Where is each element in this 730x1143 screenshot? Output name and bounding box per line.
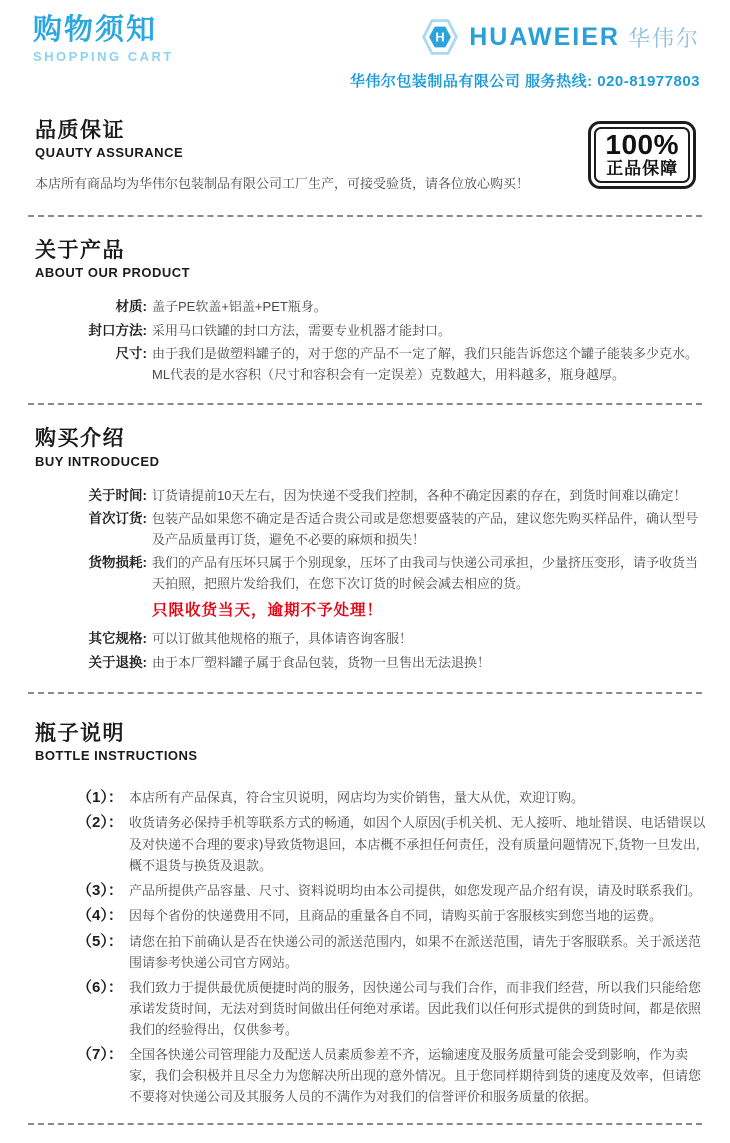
damage-deadline-warning: 只限收货当天，逾期不予处理！ [152,602,384,620]
buy-row-damage [35,552,700,626]
instruction-number: （2）： [77,814,123,832]
quality-subtitle: QUAUTY ASSURANCE [35,145,184,161]
instruction-text: 全国各快递公司管理能力及配送人员素质参差不齐，运输速度及服务质量可能会受到影响，作为卖家，我们会积极并且尽全力为您解决所出现的意外情况。且于您同样期待到货的速度及效率，但请您不要将对快递公司及其服务人员的不满作为对我们的信誉评价和服务质量的依据。 [129,1047,702,1105]
spec-text: 盖子PE软盖+铝盖+PET瓶身。 [152,299,327,315]
buy-row-time [35,485,700,507]
brand-name-cn: 华伟尔 [627,25,700,51]
instruction-text: 收货请务必保持手机等联系方式的畅通，如因个人原因(手机关机、无人接听、地址错误、电话错误以及对快递不合理的要求)导致货物退回，本店概不承担任何责任，没有质量问题情况下,货物一旦发出,概不退货与换货及退款。 [129,815,706,873]
badge-percent: 100% [605,129,679,160]
buy-text: 由于本厂塑料罐子属于食品包装，货物一旦售出无法退换！ [152,654,491,670]
quality-body: 本店所有商品均为华伟尔包装制品有限公司工厂生产，可接受验货，请各位放心购买！ [35,176,530,192]
section-buy-introduced [0,427,730,673]
brand-name: HUAWEIER [469,22,620,51]
instruction-number: （1）： [77,788,123,806]
product-title: 关于产品 [35,238,125,262]
instruction-number: （6）： [77,979,123,997]
buy-label: 货物损耗: [88,555,147,571]
bottle-title: 瓶子说明 [35,721,125,745]
instruction-item [77,787,706,809]
buy-subtitle: BUY INTRODUCED [35,453,160,469]
authenticity-badge-inner [594,127,690,183]
buy-damage-text: 我们的产品有压坏只属于个别现象，压坏了由我司与快递公司承担，少量挤压变形，请予收货当天拍照，把照片发给我们，在您下次订货的时候会减去相应的货。 [152,555,699,592]
buy-row-first-order [35,508,700,550]
buy-label: 关于时间: [88,487,147,503]
spec-row-size [35,343,700,385]
instruction-item [77,977,706,1040]
instruction-item [77,931,706,973]
instruction-item [77,880,706,902]
spec-row-material [35,296,700,318]
product-spec-list [35,296,700,385]
page-subtitle: SHOPPING CART [33,49,174,65]
instruction-item [77,1044,706,1107]
buy-info-list [35,485,700,674]
buy-row-other-specs [35,628,700,650]
instruction-text: 请您在拍下前确认是否在快递公司的派送范围内，如果不在派送范围，请先于客服联系。关于派送范围请参考快递公司官方网站。 [129,934,702,971]
section-about-product [0,239,730,385]
dashed-separator [28,1123,702,1125]
badge-label: 正品保障 [606,159,679,179]
instruction-number: （3）： [77,881,123,899]
spec-row-sealing [35,320,700,342]
spec-text: 由于我们是做塑料罐子的，对于您的产品不一定了解，我们只能告诉您这个罐子能装多少克水。ML代表的是水容积（尺寸和容积会有一定误差）克数越大，用料越多，瓶身越厚。 [152,346,699,383]
buy-title: 购买介绍 [35,427,125,451]
section-bottle-instructions [0,722,730,1108]
buy-text: 包装产品如果您不确定是否适合贵公司或是您想要盛装的产品，建议您先购买样品件，确认型号及产品质量再订货，避免不必要的麻烦和损失！ [152,511,699,548]
product-subtitle: ABOUT OUR PRODUCT [35,265,191,281]
svg-text:H: H [435,29,445,45]
quality-title: 品质保证 [35,119,125,142]
dashed-separator [28,215,702,217]
huaweier-logo-icon [420,17,460,57]
buy-row-returns [35,652,700,674]
buy-text: 订货请提前10天左右，因为快递不受我们控制，各种不确定因素的存在，到货时间难以确定！ [152,487,687,503]
header [0,0,730,91]
instruction-text: 我们致力于提供最优质便捷时尚的服务，因快递公司与我们合作，而非我们经营，所以我们只能给您承诺发货时间，无法对到货时间做出任何绝对承诺。因此我们以任何形式提供的到货时间，都是依照我们的经验得出，仅供参考。 [129,980,702,1038]
instruction-text: 产品所提供产品容量、尺寸、资料说明均由本公司提供，如您发现产品介绍有误，请及时联系我们。 [129,882,702,898]
instruction-item [77,812,706,875]
instruction-text: 本店所有产品保真，符合宝贝说明，网店均为实价销售，量大从优，欢迎订购。 [129,789,585,805]
shopping-title-block [33,15,174,64]
spec-label: 封口方法: [88,322,147,338]
buy-label: 关于退换: [88,654,147,670]
quality-text-block [35,119,529,195]
buy-text: 可以订做其他规格的瓶子，具体请咨询客服！ [152,631,413,647]
spec-label: 尺寸: [115,346,147,362]
section-quality-assurance [0,119,730,195]
spec-label: 材质: [115,299,147,315]
instruction-item [77,905,706,927]
instruction-list [35,787,706,1108]
buy-label: 其它规格: [88,631,147,647]
bottle-subtitle: BOTTLE INSTRUCTIONS [35,747,198,763]
authenticity-badge [588,121,696,189]
dashed-separator [28,403,702,405]
buy-label: 首次订货: [88,511,147,527]
service-hotline: 华伟尔包装制品有限公司 服务热线: 020-81977803 [349,73,700,90]
instruction-number: （5）： [77,933,123,951]
buy-text [152,552,700,626]
instruction-number: （7）： [77,1046,123,1064]
instruction-number: （4）： [77,907,123,925]
brand-block [350,15,700,91]
brand-row [420,17,700,57]
instruction-text: 因每个省份的快递费用不同，且商品的重量各自不同，请购买前于客服核实到您当地的运费。 [129,908,663,924]
dashed-separator [28,692,702,694]
spec-text: 采用马口铁罐的封口方法，需要专业机器才能封口。 [152,322,452,338]
page-title: 购物须知 [33,14,158,46]
